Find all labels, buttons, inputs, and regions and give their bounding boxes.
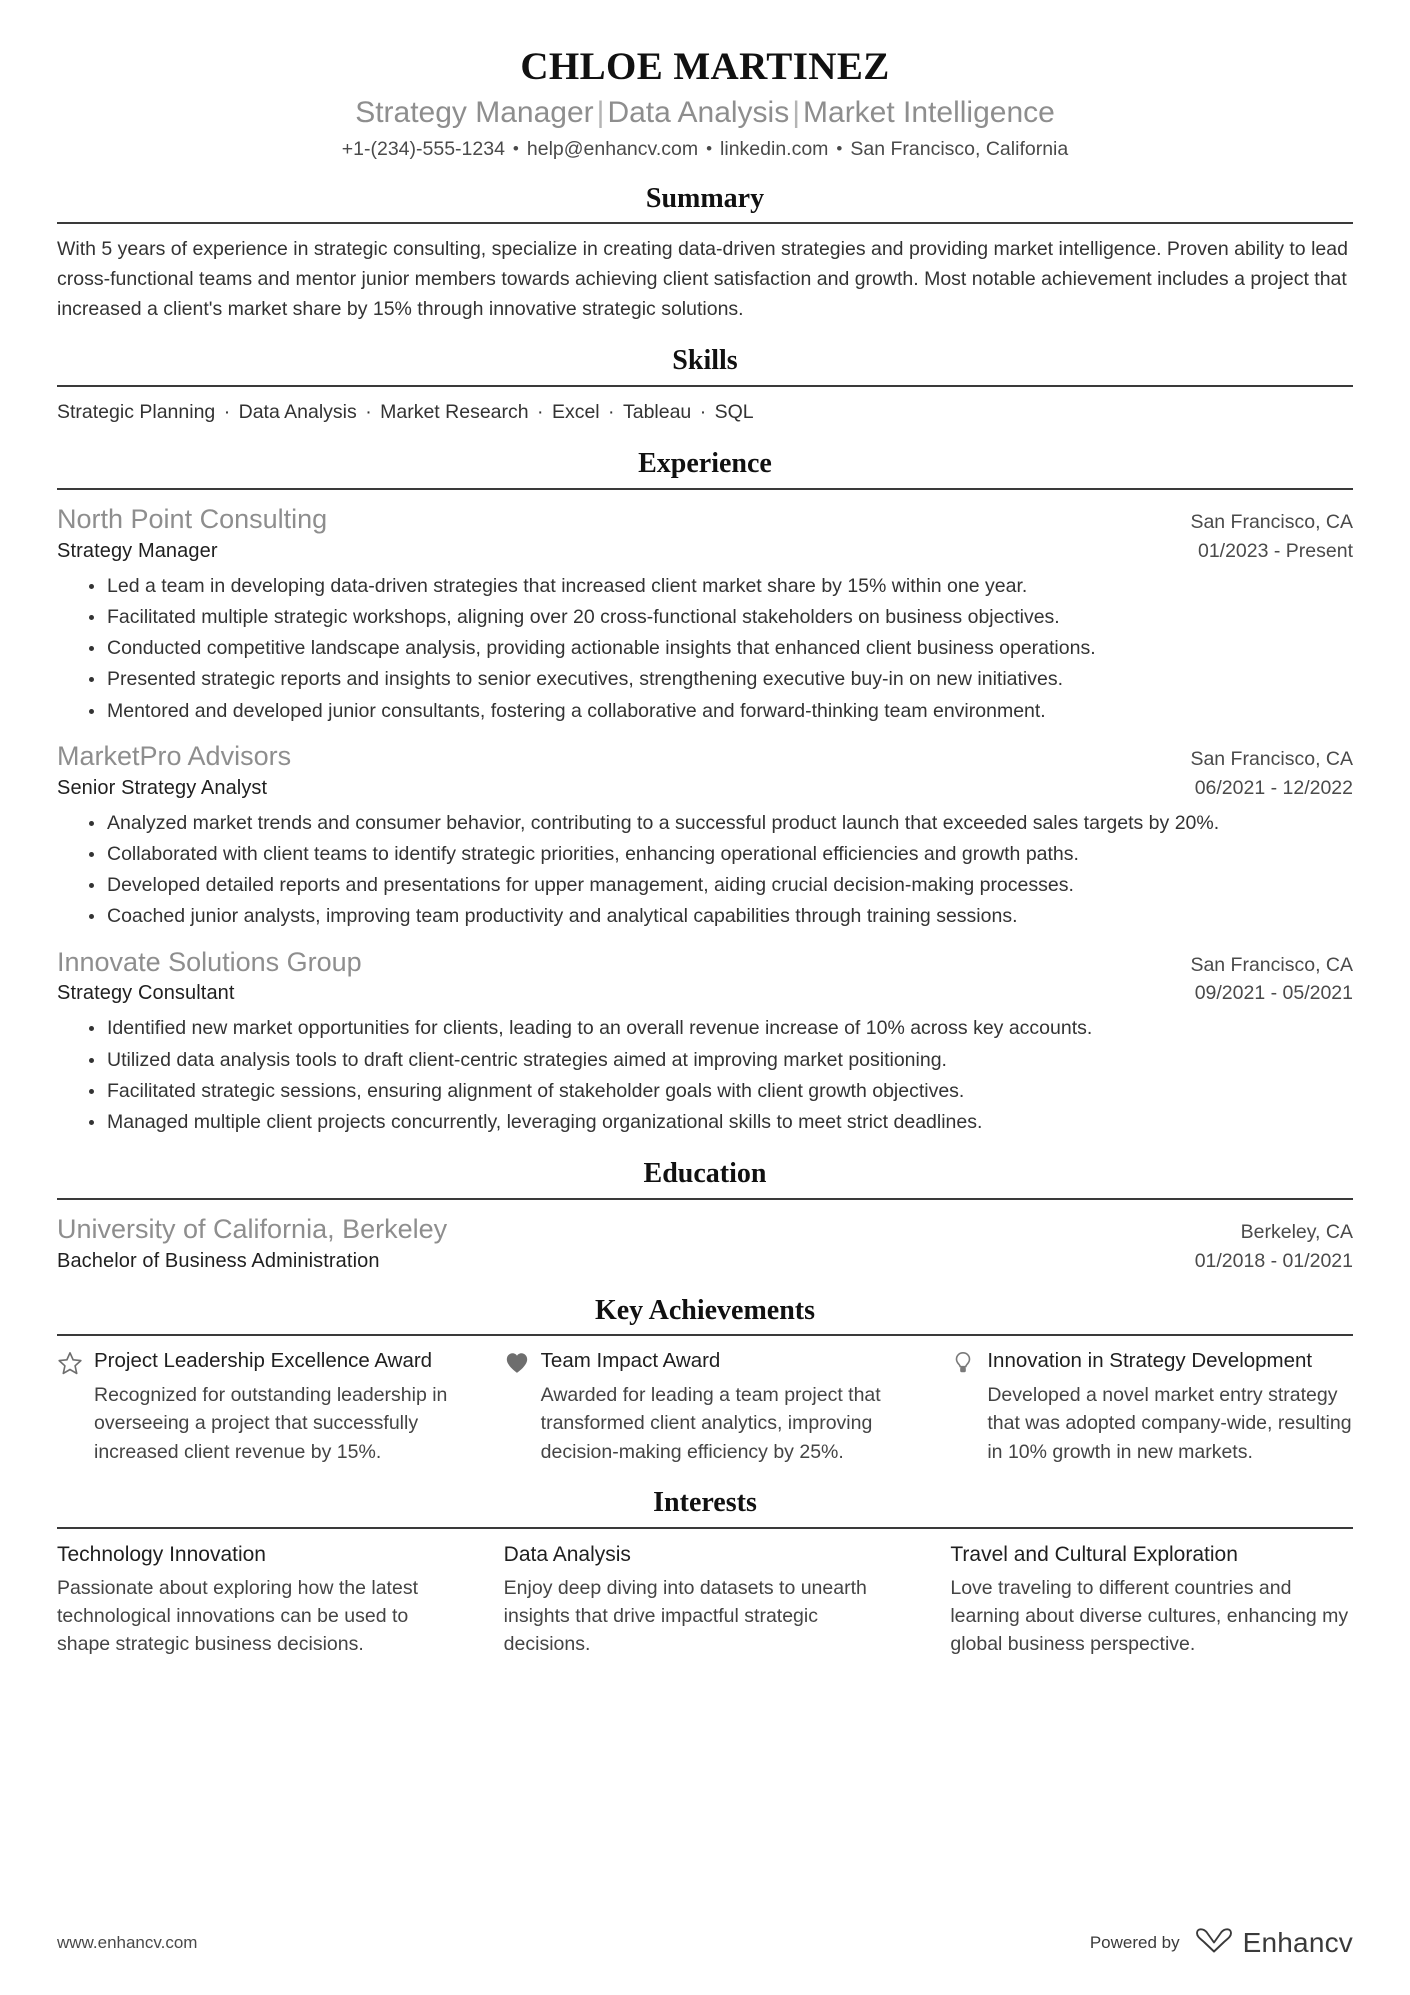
- experience-role: Strategy Consultant: [57, 982, 235, 1005]
- experience-dates: 01/2023 - Present: [1197, 539, 1353, 562]
- section-divider: [57, 1198, 1353, 1200]
- experience-entry: [57, 740, 1353, 932]
- experience-bullets: [57, 572, 1353, 726]
- enhancv-wordmark: Enhancv: [1242, 1926, 1353, 1958]
- contact-line: [57, 137, 1353, 162]
- experience-bullet: Identified new market opportunities for clients, leading to an overall revenue increase of 10% across key accounts.: [87, 1014, 1353, 1043]
- experience-bullet: Led a team in developing data-driven strategies that increased client market share by 15% within one year.: [87, 572, 1353, 601]
- experience-bullet: Utilized data analysis tools to draft client-centric strategies aimed at improving market positioning.: [87, 1046, 1353, 1075]
- interest-item: [57, 1541, 460, 1659]
- headline-part: Strategy Manager: [355, 96, 594, 130]
- skill-separator: ·: [694, 400, 712, 423]
- experience-bullet: Coached junior analysts, improving team productivity and analytical capabilities through training sessions.: [87, 902, 1353, 931]
- experience-company: MarketPro Advisors: [57, 740, 292, 771]
- key-achievement-item: [504, 1348, 907, 1466]
- skill-item: Excel: [551, 400, 600, 423]
- section-key-achievements: [57, 1294, 1353, 1466]
- interest-title: Travel and Cultural Exploration: [950, 1542, 1238, 1566]
- experience-location: San Francisco, CA: [1190, 510, 1353, 533]
- section-interests: [57, 1486, 1353, 1659]
- experience-company: North Point Consulting: [57, 503, 328, 534]
- enhancv-brand: [1194, 1926, 1353, 1959]
- section-skills: [57, 344, 1353, 427]
- skill-item: SQL: [714, 400, 754, 423]
- section-title-skills: Skills: [672, 345, 738, 377]
- section-title-education: Education: [643, 1158, 767, 1190]
- experience-bullet: Facilitated multiple strategic workshops, aligning over 20 cross-functional stakeholders on business objectives.: [87, 603, 1353, 632]
- section-title-experience: Experience: [638, 448, 772, 480]
- interest-title: Data Analysis: [503, 1542, 631, 1566]
- contact-separator: •: [836, 139, 843, 159]
- summary-text: With 5 years of experience in strategic consulting, specialize in creating data-driven strategies and providing market intelligence. Proven ability to lead cross-functional teams and mentor junior members towards achieving client satisfaction and growth. Most notable achievement includes a project that increased a client's market share by 15% through innovative strategic solutions.: [57, 238, 1348, 320]
- key-achievement-item: [57, 1348, 460, 1466]
- experience-bullet: Analyzed market trends and consumer behavior, contributing to a successful product launch that exceeded sales targets by 20%.: [87, 809, 1353, 838]
- skill-item: Market Research: [380, 400, 529, 423]
- education-entry-subheader: [57, 1249, 1353, 1274]
- experience-bullet: Conducted competitive landscape analysis, providing actionable insights that enhanced client business operations.: [87, 634, 1353, 663]
- experience-bullet: Facilitated strategic sessions, ensuring alignment of stakeholder goals with client growth objectives.: [87, 1077, 1353, 1106]
- candidate-headline: [57, 94, 1353, 132]
- interest-title: Technology Innovation: [57, 1542, 266, 1566]
- skill-separator: ·: [218, 400, 236, 423]
- contact-separator: •: [706, 139, 713, 159]
- key-achievement-title: Team Impact Award: [540, 1349, 721, 1373]
- key-achievement-description: Recognized for outstanding leadership in overseeing a project that successfully increased client revenue by 15%.: [94, 1384, 448, 1463]
- interest-item: [504, 1541, 907, 1659]
- footer-branding: [1090, 1926, 1353, 1959]
- key-achievement-title: Project Leadership Excellence Award: [94, 1349, 433, 1373]
- experience-bullet: Managed multiple client projects concurrently, leveraging organizational skills to meet strict deadlines.: [87, 1108, 1353, 1137]
- experience-entry-header: [57, 503, 1353, 537]
- interest-columns: [57, 1541, 1353, 1659]
- section-summary: [57, 182, 1353, 324]
- interest-description: Love traveling to different countries and learning about diverse cultures, enhancing my global business perspective.: [950, 1576, 1349, 1656]
- experience-bullets: [57, 1014, 1353, 1137]
- key-achievement-description: Awarded for leading a team project that transformed client analytics, improving decision-making efficiency by 25%.: [540, 1384, 881, 1463]
- experience-dates: 09/2021 - 05/2021: [1194, 982, 1353, 1005]
- lightbulb-icon: [950, 1350, 976, 1376]
- section-experience: [57, 447, 1353, 1137]
- education-entry-header: [57, 1213, 1353, 1247]
- education-entries: [57, 1213, 1353, 1274]
- contact-phone: +1-(234)-555-1234: [341, 137, 505, 160]
- experience-entry: [57, 946, 1353, 1138]
- experience-bullet: Collaborated with client teams to identify strategic priorities, enhancing operational efficiencies and growth paths.: [87, 840, 1353, 869]
- education-entry: [57, 1213, 1353, 1274]
- powered-by-label: Powered by: [1089, 1932, 1180, 1952]
- bottom-spacer: [57, 1659, 1353, 1779]
- resume-header: [57, 28, 1353, 162]
- skill-separator: ·: [602, 400, 620, 423]
- footer-website-link[interactable]: www.enhancv.com: [57, 1932, 198, 1952]
- contact-linkedin[interactable]: linkedin.com: [720, 137, 829, 160]
- contact-location: San Francisco, California: [850, 137, 1069, 160]
- interest-description: Passionate about exploring how the latest technological innovations can be used to shape strategic business decisions.: [57, 1576, 418, 1656]
- education-institution: University of California, Berkeley: [57, 1213, 448, 1244]
- interest-item: [950, 1541, 1353, 1659]
- experience-bullets: [57, 809, 1353, 932]
- section-title-summary: Summary: [645, 182, 765, 214]
- skills-list: [57, 398, 1353, 427]
- contact-separator: •: [512, 139, 519, 159]
- experience-entry-subheader: [57, 981, 1353, 1006]
- page-footer: [57, 1926, 1353, 1959]
- experience-entries: [57, 503, 1353, 1138]
- experience-entry-header: [57, 740, 1353, 774]
- skill-separator: ·: [531, 400, 549, 423]
- experience-entry-subheader: [57, 539, 1353, 564]
- experience-entry: [57, 503, 1353, 726]
- key-achievement-description: Developed a novel market entry strategy that was adopted company-wide, resulting in 10% growth in new markets.: [987, 1384, 1352, 1463]
- section-title-interests: Interests: [653, 1487, 757, 1518]
- experience-bullet: Presented strategic reports and insights to senior executives, strengthening executive buy-in on new initiatives.: [87, 665, 1353, 694]
- key-achievement-header: [57, 1348, 460, 1376]
- experience-location: San Francisco, CA: [1190, 747, 1353, 770]
- interest-description: Enjoy deep diving into datasets to unearth insights that drive impactful strategic decisions.: [503, 1576, 867, 1656]
- headline-separator: |: [596, 96, 605, 130]
- headline-separator: |: [792, 96, 801, 130]
- section-divider: [57, 1334, 1353, 1336]
- section-title-key-achievements: Key Achievements: [594, 1294, 816, 1326]
- contact-email[interactable]: help@enhancv.com: [526, 137, 699, 160]
- experience-bullet: Developed detailed reports and presentations for upper management, aiding crucial decision-making processes.: [87, 871, 1353, 900]
- skill-item: Tableau: [622, 400, 692, 423]
- education-degree: Bachelor of Business Administration: [57, 1249, 380, 1272]
- education-dates: 01/2018 - 01/2021: [1194, 1249, 1353, 1272]
- skill-separator: ·: [359, 400, 378, 423]
- star-icon: [57, 1350, 83, 1376]
- experience-role: Strategy Manager: [57, 539, 218, 562]
- experience-entry-header: [57, 946, 1353, 980]
- key-achievement-header: [950, 1348, 1353, 1376]
- section-education: [57, 1157, 1353, 1273]
- section-divider: [57, 488, 1353, 490]
- experience-dates: 06/2021 - 12/2022: [1194, 776, 1353, 799]
- skill-item: Data Analysis: [238, 400, 357, 423]
- key-achievement-columns: [57, 1348, 1353, 1466]
- experience-bullet: Mentored and developed junior consultants, fostering a collaborative and forward-thinking team environment.: [87, 697, 1353, 726]
- enhancv-logo-icon: [1194, 1926, 1234, 1959]
- headline-part: Data Analysis: [607, 96, 790, 130]
- section-divider: [57, 385, 1353, 387]
- experience-company: Innovate Solutions Group: [57, 946, 362, 977]
- key-achievement-header: [504, 1348, 907, 1376]
- section-divider: [57, 222, 1353, 224]
- experience-location: San Francisco, CA: [1190, 953, 1353, 976]
- key-achievement-item: [950, 1348, 1353, 1466]
- key-achievement-title: Innovation in Strategy Development: [987, 1349, 1313, 1373]
- candidate-name: CHLOE MARTINEZ: [520, 45, 890, 88]
- heart-icon: [504, 1350, 530, 1376]
- experience-entry-subheader: [57, 776, 1353, 801]
- experience-role: Senior Strategy Analyst: [57, 776, 268, 799]
- skill-item: Strategic Planning: [57, 400, 216, 423]
- headline-part: Market Intelligence: [803, 96, 1055, 130]
- section-divider: [57, 1527, 1353, 1529]
- education-location: Berkeley, CA: [1240, 1220, 1353, 1243]
